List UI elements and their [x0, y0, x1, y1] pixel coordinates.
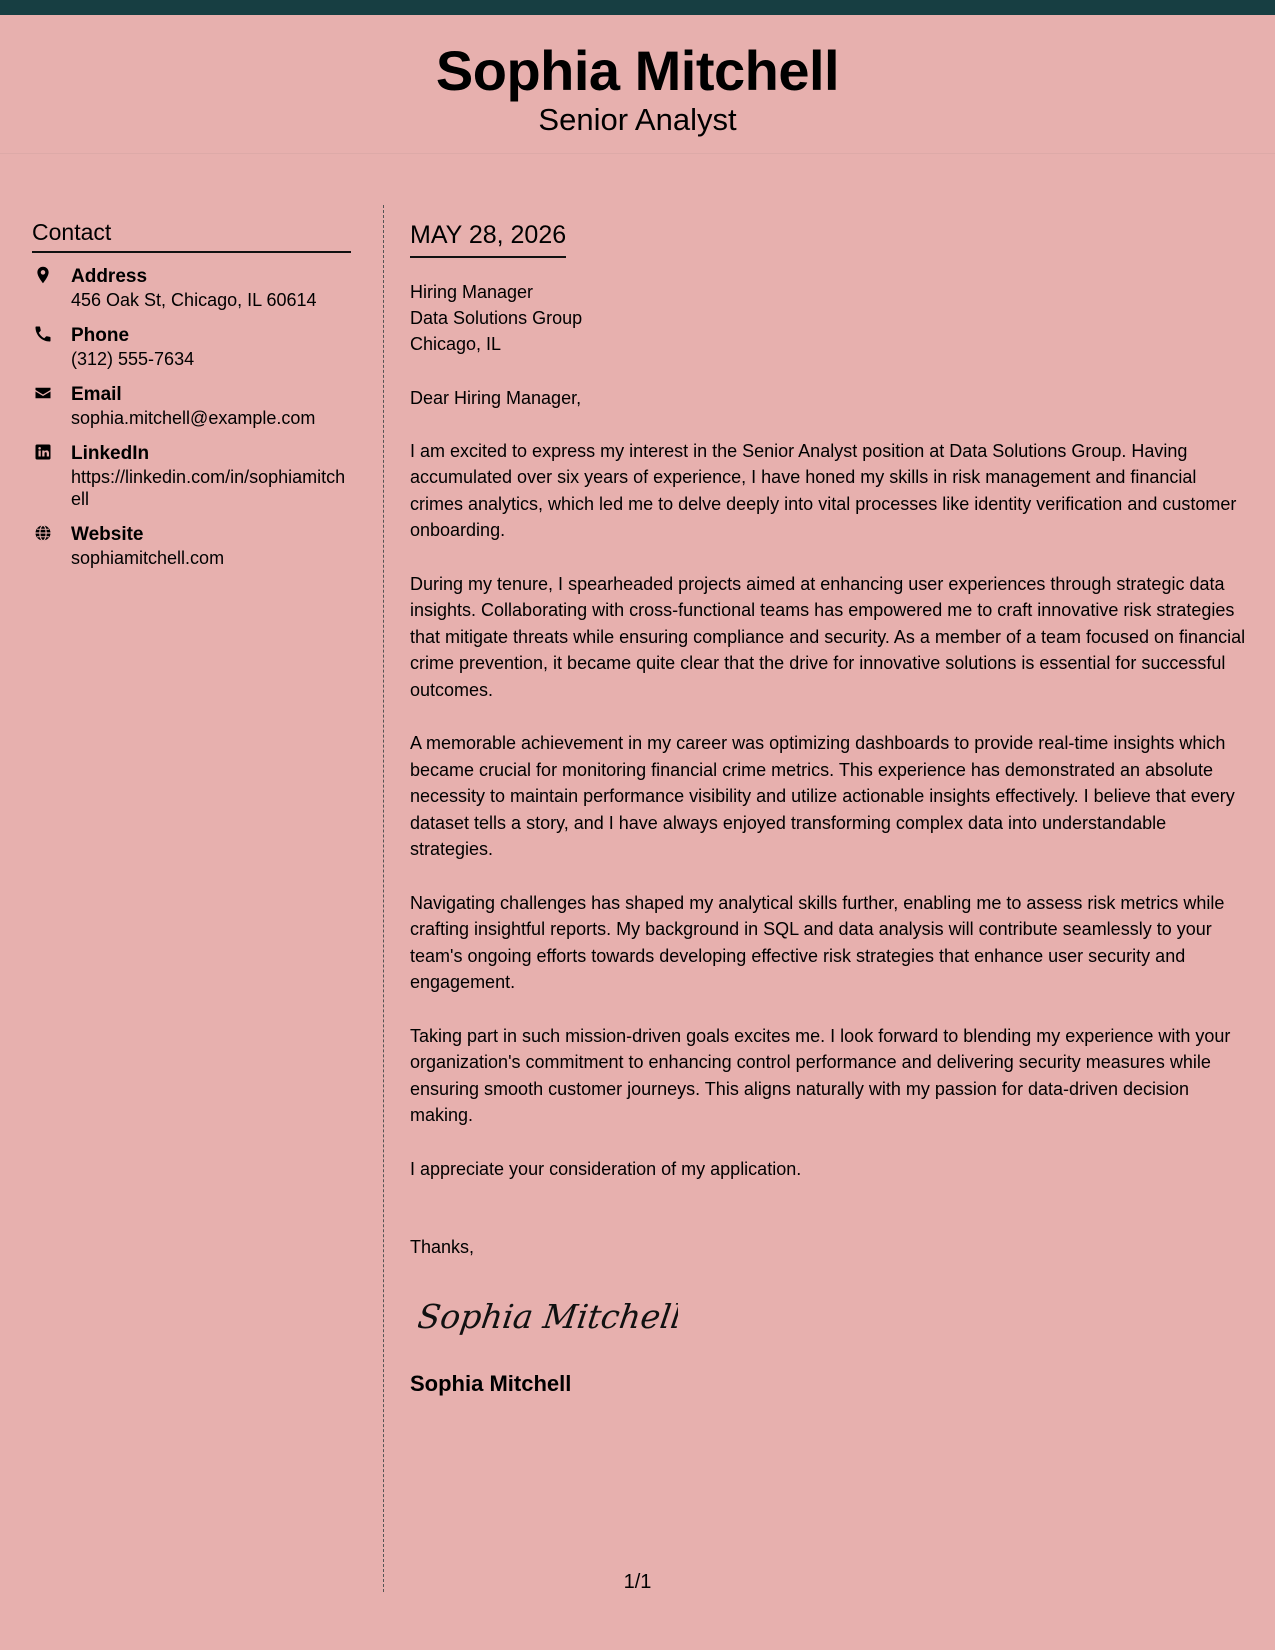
envelope-icon: [34, 384, 52, 402]
top-accent-bar: [0, 0, 1275, 15]
map-pin-icon: [34, 266, 52, 284]
handwritten-signature: [418, 1288, 678, 1342]
contact-sidebar: [32, 220, 351, 582]
contact-email: [32, 383, 351, 429]
phone-icon: [34, 325, 52, 343]
recipient-line: Hiring Manager: [410, 281, 534, 302]
contact-heading: Contact: [32, 220, 351, 253]
applicant-title: Senior Analyst: [538, 102, 737, 137]
recipient-block: [410, 279, 1252, 357]
recipient-line: Data Solutions Group: [410, 307, 583, 328]
letter-paragraph: A memorable achievement in my career was optimizing dashboards to provide real-time insights which became crucial for monitoring financial crime metrics. This experience has demonstrated an absolute necessity to maintain performance visibility and utilize actionable insights effectively. I believe that every dataset tells a story, and I have always enjoyed transforming complex data into understandable strategies.: [410, 733, 1235, 859]
letter-paragraph: During my tenure, I spearheaded projects aimed at enhancing user experiences through strategic data insights. Collaborating with cross-functional teams has empowered me to craft innovative risk strategies that mitigate threats while ensuring compliance and security. As a member of a team focused on financial crime prevention, it became quite clear that the drive for innovative solutions is essential for successful outcomes.: [410, 573, 1246, 700]
letter-paragraph: I am excited to express my interest in the Senior Analyst position at Data Solutions Group. Having accumulated over six years of experience, I have honed my skills in risk management and financial crimes analytics, which led me to delve deeply into vital processes like identity verification and customer onboarding.: [410, 440, 1237, 540]
globe-icon: [34, 524, 52, 542]
contact-phone: [32, 324, 351, 370]
page-header: [0, 15, 1275, 154]
contact-label: Address: [71, 266, 148, 288]
contact-label: LinkedIn: [71, 443, 150, 465]
contact-value[interactable]: sophiamitchell.com: [71, 548, 225, 569]
closing: Thanks,: [410, 1237, 475, 1257]
column-divider: [383, 205, 384, 1592]
signature-text: Sophia Mitchell: [418, 1297, 678, 1336]
contact-linkedin: [32, 442, 351, 510]
contact-value: sophia.mitchell@example.com: [71, 408, 316, 429]
signed-name: Sophia Mitchell: [410, 1371, 572, 1396]
contact-address: [32, 265, 351, 311]
salutation: Dear Hiring Manager,: [410, 387, 582, 408]
letter-paragraph: Navigating challenges has shaped my analytical skills further, enabling me to assess risk metrics while crafting insightful reports. My background in SQL and data analysis will contribute seamlessly to your team's ongoing efforts towards developing effective risk strategies that enhance user security and engagement.: [410, 892, 1225, 992]
letter-paragraph: I appreciate your consideration of my application.: [410, 1158, 802, 1179]
contact-label: Website: [71, 524, 144, 546]
linkedin-icon: [34, 443, 52, 461]
contact-value: 456 Oak St, Chicago, IL 60614: [71, 290, 317, 311]
letter-body: [410, 222, 1252, 1397]
contact-website: [32, 523, 351, 569]
recipient-line: Chicago, IL: [410, 333, 502, 354]
contact-label: Email: [71, 384, 122, 406]
contact-value[interactable]: https://linkedin.com/in/sophiamitchell: [71, 467, 346, 510]
contact-list: [32, 265, 351, 569]
page-number: 1/1: [623, 1571, 652, 1593]
contact-value: (312) 555-7634: [71, 349, 195, 370]
letter-paragraph: Taking part in such mission-driven goals excites me. I look forward to blending my experience with your organization's commitment to enhancing control performance and delivering security measures while ensuring smooth customer journeys. This aligns naturally with my passion for data-driven decision making.: [410, 1025, 1231, 1125]
letter-date: MAY 28, 2026: [410, 222, 566, 258]
contact-label: Phone: [71, 325, 130, 347]
applicant-name: Sophia Mitchell: [435, 39, 840, 102]
